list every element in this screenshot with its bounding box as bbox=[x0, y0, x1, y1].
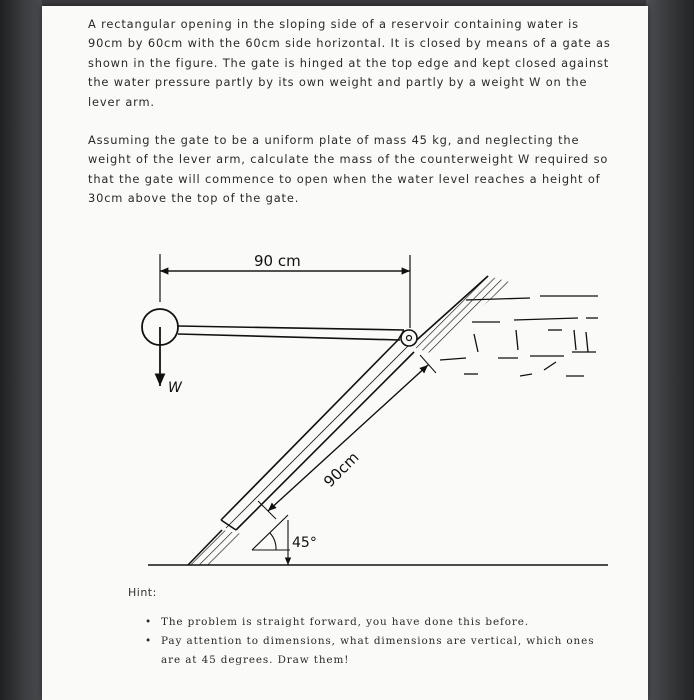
gate-diagram bbox=[42, 230, 622, 575]
angle-label: 45° bbox=[292, 535, 317, 551]
hint-item bbox=[145, 613, 605, 632]
lever-arm bbox=[178, 326, 404, 340]
counterweight-icon bbox=[142, 309, 178, 386]
reservoir-wall bbox=[188, 276, 510, 565]
bullet-icon: • bbox=[145, 616, 153, 628]
background-left-edge bbox=[0, 0, 42, 700]
hint-list bbox=[145, 613, 605, 670]
gate-dimension-label: 90cm bbox=[320, 448, 363, 491]
hint-item bbox=[145, 632, 605, 670]
hinge-icon bbox=[401, 330, 417, 346]
hint-item-text: Pay attention to dimensions, what dimensions are vertical, which ones are at 45 degrees. Draw them! bbox=[161, 635, 595, 666]
hint-item-text: The problem is straight forward, you have done this before. bbox=[161, 616, 530, 628]
gate-dimension-line bbox=[258, 355, 436, 519]
angle-marker bbox=[252, 515, 290, 565]
horizontal-dimension-label: 90 cm bbox=[254, 252, 301, 270]
weight-label: W bbox=[168, 380, 182, 396]
problem-paragraph-1: A rectangular opening in the sloping side of a reservoir containing water is 90cm by 60cm with the 60cm side horizontal. It is closed by means of a gate as shown in the figure. The gate is hinged at the top edge and kept closed against the water pressure partly by its own weight and partly by a weight W on the lever arm. bbox=[88, 17, 611, 109]
bullet-icon: • bbox=[145, 635, 153, 647]
gate-plate bbox=[221, 340, 414, 530]
hint-label: Hint: bbox=[128, 586, 157, 599]
background-right-edge bbox=[646, 0, 694, 700]
problem-paragraph-2: Assuming the gate to be a uniform plate of mass 45 kg, and neglecting the weight of the lever arm, calculate the mass of the counterweight W required so that the gate will commence to open when the water level reaches a height of 30cm above the top of the gate. bbox=[88, 133, 609, 206]
